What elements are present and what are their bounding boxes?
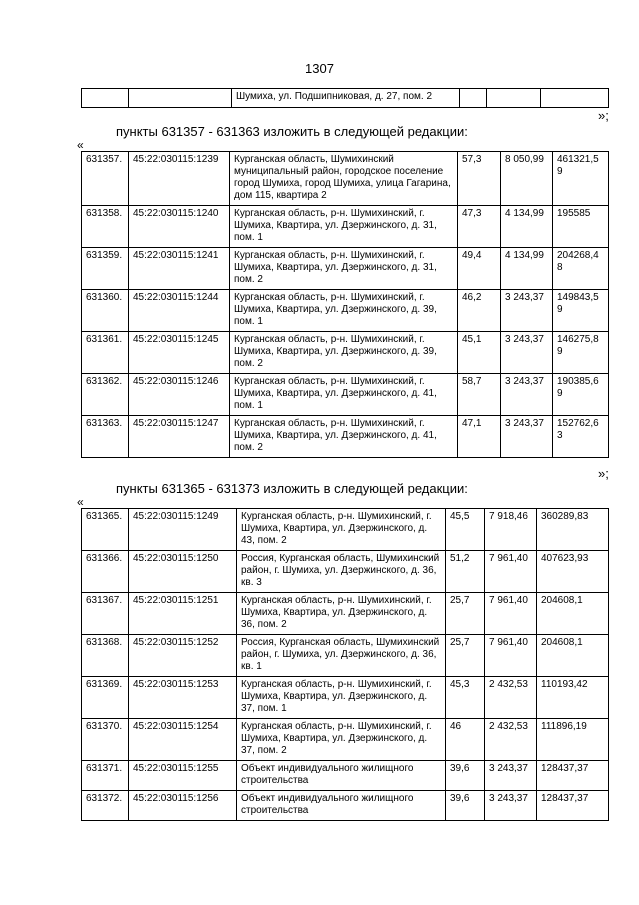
cell-number: 631366. xyxy=(82,551,129,593)
table-row xyxy=(82,152,609,206)
cell-cadastral: 45:22:030115:1256 xyxy=(129,791,237,821)
cell-rate: 3 243,37 xyxy=(501,374,553,416)
cell-rate: 8 050,99 xyxy=(501,152,553,206)
cell-rate: 4 134,99 xyxy=(501,206,553,248)
cell-cadastral: 45:22:030115:1245 xyxy=(129,332,230,374)
table-row xyxy=(82,89,609,108)
cell-number: 631357. xyxy=(82,152,129,206)
cell-area: 39,6 xyxy=(446,761,485,791)
cell-value: 204608,1 xyxy=(537,593,609,635)
cell-address: Россия, Курганская область, Шумихинский район, г. Шумиха, ул. Дзержинского, д. 36, кв. 3 xyxy=(237,551,446,593)
cell-value: 195585 xyxy=(553,206,609,248)
cell-rate: 7 961,40 xyxy=(485,593,537,635)
cell-area xyxy=(460,89,487,108)
cell-cadastral: 45:22:030115:1252 xyxy=(129,635,237,677)
cell-address: Курганская область, Шумихинский муниципальный район, городское поселение город Шумиха, город Шумиха, улица Гагарина, дом 115, квартира 2 xyxy=(230,152,458,206)
cell-number: 631361. xyxy=(82,332,129,374)
cell-value: 128437,37 xyxy=(537,761,609,791)
cell-number: 631367. xyxy=(82,593,129,635)
cell-number: 631365. xyxy=(82,509,129,551)
closing-quote: »; xyxy=(598,108,609,123)
cell-value: 149843,59 xyxy=(553,290,609,332)
cell-area: 47,1 xyxy=(458,416,501,458)
cell-area: 58,7 xyxy=(458,374,501,416)
table-row xyxy=(82,551,609,593)
cell-area: 46,2 xyxy=(458,290,501,332)
cadastral-table-2 xyxy=(81,508,609,821)
cell-rate xyxy=(487,89,541,108)
opening-quote: « xyxy=(77,138,84,152)
table-row xyxy=(82,791,609,821)
table-row xyxy=(82,374,609,416)
cell-value: 111896,19 xyxy=(537,719,609,761)
cell-value: 461321,59 xyxy=(553,152,609,206)
cell-cadastral: 45:22:030115:1244 xyxy=(129,290,230,332)
table-row xyxy=(82,206,609,248)
table-row xyxy=(82,635,609,677)
cell-area: 45,3 xyxy=(446,677,485,719)
cell-cadastral: 45:22:030115:1247 xyxy=(129,416,230,458)
cell-number: 631371. xyxy=(82,761,129,791)
cell-number: 631370. xyxy=(82,719,129,761)
cell-area: 25,7 xyxy=(446,635,485,677)
table-row xyxy=(82,677,609,719)
cell-address: Россия, Курганская область, Шумихинский район, г. Шумиха, ул. Дзержинского, д. 36, кв. 1 xyxy=(237,635,446,677)
cell-number xyxy=(82,89,129,108)
cell-address: Курганская область, р-н. Шумихинский, г. Шумиха, Квартира, ул. Дзержинского, д. 43, пом. 2 xyxy=(237,509,446,551)
table-row xyxy=(82,248,609,290)
cell-address: Курганская область, р-н. Шумихинский, г. Шумиха, Квартира, ул. Дзержинского, д. 41, пом. 1 xyxy=(230,374,458,416)
cell-value xyxy=(541,89,609,108)
cell-area: 45,1 xyxy=(458,332,501,374)
cell-value: 128437,37 xyxy=(537,791,609,821)
cell-rate: 3 243,37 xyxy=(501,332,553,374)
cell-rate: 4 134,99 xyxy=(501,248,553,290)
cell-address: Курганская область, р-н. Шумихинский, г. Шумиха, Квартира, ул. Дзержинского, д. 39, пом. 2 xyxy=(230,332,458,374)
cell-address: Курганская область, р-н. Шумихинский, г. Шумиха, Квартира, ул. Дзержинского, д. 37, пом. 1 xyxy=(237,677,446,719)
cell-rate: 7 961,40 xyxy=(485,635,537,677)
cell-cadastral: 45:22:030115:1251 xyxy=(129,593,237,635)
cell-value: 146275,89 xyxy=(553,332,609,374)
cell-cadastral: 45:22:030115:1246 xyxy=(129,374,230,416)
section-heading: пункты 631357 - 631363 изложить в следующей редакции: xyxy=(116,124,468,139)
table-row xyxy=(82,416,609,458)
cell-rate: 3 243,37 xyxy=(501,416,553,458)
cell-number: 631369. xyxy=(82,677,129,719)
cell-area: 25,7 xyxy=(446,593,485,635)
cell-number: 631358. xyxy=(82,206,129,248)
cell-rate: 3 243,37 xyxy=(485,761,537,791)
cell-rate: 7 961,40 xyxy=(485,551,537,593)
cell-cadastral: 45:22:030115:1253 xyxy=(129,677,237,719)
cell-cadastral: 45:22:030115:1249 xyxy=(129,509,237,551)
cell-area: 51,2 xyxy=(446,551,485,593)
closing-quote: »; xyxy=(598,466,609,481)
cell-value: 204268,48 xyxy=(553,248,609,290)
cell-rate: 2 432,53 xyxy=(485,719,537,761)
cell-rate: 3 243,37 xyxy=(485,791,537,821)
cell-number: 631372. xyxy=(82,791,129,821)
table-row xyxy=(82,719,609,761)
cell-address: Шумиха, ул. Подшипниковая, д. 27, пом. 2 xyxy=(232,89,460,108)
cell-cadastral: 45:22:030115:1250 xyxy=(129,551,237,593)
cadastral-table-1 xyxy=(81,151,609,458)
cell-value: 190385,69 xyxy=(553,374,609,416)
table-row xyxy=(82,593,609,635)
top-table-fragment xyxy=(81,88,609,108)
cell-number: 631359. xyxy=(82,248,129,290)
cell-rate: 3 243,37 xyxy=(501,290,553,332)
table-row xyxy=(82,761,609,791)
table-row xyxy=(82,290,609,332)
cell-address: Курганская область, р-н. Шумихинский, г. Шумиха, Квартира, ул. Дзержинского, д. 31, пом. 1 xyxy=(230,206,458,248)
cell-address: Курганская область, р-н. Шумихинский, г. Шумиха, Квартира, ул. Дзержинского, д. 36, пом. 2 xyxy=(237,593,446,635)
cell-area: 47,3 xyxy=(458,206,501,248)
cell-cadastral: 45:22:030115:1254 xyxy=(129,719,237,761)
cell-number: 631362. xyxy=(82,374,129,416)
cell-value: 360289,83 xyxy=(537,509,609,551)
cell-rate: 7 918,46 xyxy=(485,509,537,551)
cell-address: Объект индивидуального жилищного строительства xyxy=(237,761,446,791)
cell-value: 204608,1 xyxy=(537,635,609,677)
cell-rate: 2 432,53 xyxy=(485,677,537,719)
cell-address: Курганская область, р-н. Шумихинский, г. Шумиха, Квартира, ул. Дзержинского, д. 31, пом. 2 xyxy=(230,248,458,290)
cell-area: 45,5 xyxy=(446,509,485,551)
cell-cadastral xyxy=(129,89,232,108)
opening-quote: « xyxy=(77,495,84,509)
cell-area: 39,6 xyxy=(446,791,485,821)
table-row xyxy=(82,509,609,551)
cell-address: Курганская область, р-н. Шумихинский, г. Шумиха, Квартира, ул. Дзержинского, д. 39, пом. 1 xyxy=(230,290,458,332)
table-row xyxy=(82,332,609,374)
cell-number: 631360. xyxy=(82,290,129,332)
cell-area: 49,4 xyxy=(458,248,501,290)
cell-address: Курганская область, р-н. Шумихинский, г. Шумиха, Квартира, ул. Дзержинского, д. 37, пом. 2 xyxy=(237,719,446,761)
cell-area: 57,3 xyxy=(458,152,501,206)
cell-cadastral: 45:22:030115:1240 xyxy=(129,206,230,248)
cell-cadastral: 45:22:030115:1239 xyxy=(129,152,230,206)
cell-address: Объект индивидуального жилищного строительства xyxy=(237,791,446,821)
cell-number: 631368. xyxy=(82,635,129,677)
section-heading: пункты 631365 - 631373 изложить в следующей редакции: xyxy=(116,481,468,496)
cell-number: 631363. xyxy=(82,416,129,458)
cell-value: 152762,63 xyxy=(553,416,609,458)
cell-cadastral: 45:22:030115:1241 xyxy=(129,248,230,290)
cell-value: 110193,42 xyxy=(537,677,609,719)
cell-address: Курганская область, р-н. Шумихинский, г. Шумиха, Квартира, ул. Дзержинского, д. 41, пом. 2 xyxy=(230,416,458,458)
cell-value: 407623,93 xyxy=(537,551,609,593)
page-number: 1307 xyxy=(305,61,334,76)
cell-area: 46 xyxy=(446,719,485,761)
cell-cadastral: 45:22:030115:1255 xyxy=(129,761,237,791)
